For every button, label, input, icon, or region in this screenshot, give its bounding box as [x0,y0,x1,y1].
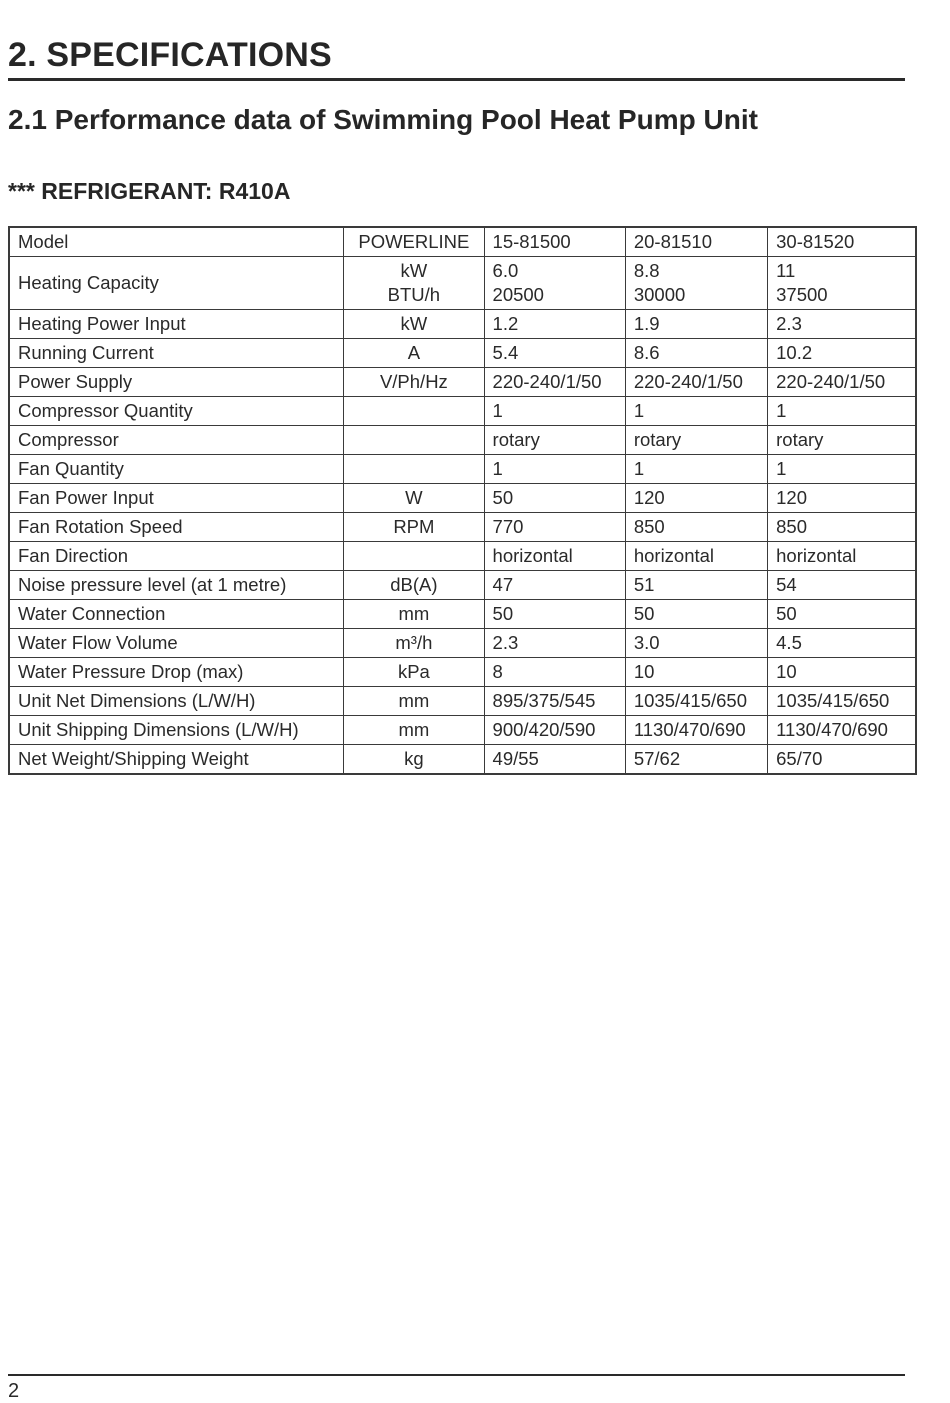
row-value [484,397,625,426]
value-text: 1130/470/690 [776,719,888,740]
value-text: 850 [776,516,808,537]
row-unit [344,484,484,513]
table-row [9,658,916,687]
value-text: 49/55 [492,748,539,769]
value-text: 15-81500 [492,231,571,252]
row-unit [344,542,484,571]
row-unit [344,257,484,310]
value-text: 1130/470/690 [633,719,746,740]
row-label: Fan Quantity [9,455,344,484]
value-text: 20500 [492,284,544,305]
row-value [484,310,625,339]
row-value [768,629,916,658]
refrigerant-note: *** REFRIGERANT: R410A [8,178,291,204]
unit-text: kg [404,748,424,769]
value-text: 4.5 [776,632,802,653]
table-row [9,716,916,745]
row-label: Heating Capacity [9,257,344,310]
value-text: 30-81520 [776,231,855,252]
value-text: 8.6 [633,342,660,363]
row-value [768,513,916,542]
row-value [484,484,625,513]
value-text: 895/375/545 [492,690,596,711]
value-text: 2.3 [776,313,802,334]
row-value [625,745,767,775]
row-label: Fan Rotation Speed [9,513,344,542]
row-value [768,542,916,571]
table-row [9,745,916,775]
value-text: 1 [492,400,503,421]
value-text: rotary [776,429,824,450]
row-unit [344,397,484,426]
unit-text: mm [398,603,430,624]
row-value [625,658,767,687]
row-value [484,629,625,658]
value-text: 1035/415/650 [633,690,747,711]
row-value [484,257,625,310]
value-text: 1035/415/650 [776,690,890,711]
row-value [625,687,767,716]
value-text: 57/62 [633,748,681,769]
subsection-title: 2.1 Performance data of Swimming Pool Heat Pump Unit [8,104,758,135]
unit-text: kPa [397,661,430,682]
row-value [484,745,625,775]
table-row [9,687,916,716]
unit-text: kW [400,260,428,281]
row-label: Net Weight/Shipping Weight [9,745,344,775]
row-value [768,455,916,484]
value-text: 220-240/1/50 [776,371,886,392]
row-label: Water Flow Volume [9,629,344,658]
row-unit [344,513,484,542]
row-unit [344,658,484,687]
value-text: 10.2 [776,342,813,363]
value-text: 8.8 [633,260,660,281]
value-text: 65/70 [776,748,823,769]
row-value [625,227,767,257]
table-row [9,426,916,455]
value-text: 30000 [633,284,686,305]
table-row [9,600,916,629]
row-label: Unit Net Dimensions (L/W/H) [9,687,344,716]
value-text: 8 [492,661,503,682]
table-row [9,257,916,310]
table-row [9,455,916,484]
row-value [768,227,916,257]
value-text: 850 [633,516,665,537]
row-value [484,571,625,600]
unit-text: A [407,342,421,363]
unit-text: kW [400,313,428,334]
row-value [768,484,916,513]
row-value [768,257,916,310]
value-text: 54 [776,574,797,595]
row-value [625,600,767,629]
row-value [768,600,916,629]
row-unit [344,310,484,339]
value-text: 1 [776,458,787,479]
row-label: Water Connection [9,600,344,629]
row-unit [344,600,484,629]
value-text: 1 [633,458,645,479]
value-text: horizontal [776,545,857,566]
table-row [9,227,916,257]
row-value [625,310,767,339]
row-value [625,571,767,600]
value-text: 2.3 [492,632,519,653]
row-value [768,368,916,397]
row-label: Water Pressure Drop (max) [9,658,344,687]
value-text: 10 [776,661,797,682]
row-unit [344,716,484,745]
row-value [625,426,767,455]
value-text: 1 [492,458,503,479]
unit-text: V/Ph/Hz [379,371,448,392]
row-value [484,227,625,257]
row-value [768,658,916,687]
row-value [484,368,625,397]
value-text: 1.2 [492,313,519,334]
row-value [484,600,625,629]
row-value [625,368,767,397]
value-text: 1 [776,400,787,421]
row-value [768,426,916,455]
row-value [768,310,916,339]
value-text: horizontal [492,545,573,566]
footer-divider [8,1374,905,1376]
value-text: 6.0 [492,260,519,281]
unit-text: mm [398,690,430,711]
value-text: 50 [492,603,514,624]
row-value [768,397,916,426]
row-unit [344,687,484,716]
value-text: 3.0 [633,632,660,653]
row-value [484,426,625,455]
value-text: 120 [633,487,665,508]
table-row [9,310,916,339]
row-value [625,484,767,513]
row-value [484,716,625,745]
unit-text: POWERLINE [358,231,470,252]
value-text: 5.4 [492,342,519,363]
value-text: horizontal [633,545,715,566]
unit-text: dB(A) [390,574,438,595]
value-text: 220-240/1/50 [633,371,743,392]
row-value [484,339,625,368]
table-row [9,339,916,368]
row-value [484,513,625,542]
row-value [625,257,767,310]
value-text: 11 [776,260,796,281]
row-unit [344,745,484,775]
row-value [768,339,916,368]
row-value [625,339,767,368]
value-text: 50 [776,603,797,624]
row-label: Noise pressure level (at 1 metre) [9,571,344,600]
row-value [625,455,767,484]
unit-text: mm [398,719,430,740]
unit-text: RPM [393,516,435,537]
row-unit [344,227,484,257]
table-row [9,629,916,658]
unit-text: m³/h [395,632,433,653]
section-divider [8,78,905,81]
row-unit [344,426,484,455]
value-text: rotary [633,429,682,450]
value-text: 37500 [776,284,828,305]
row-unit [344,368,484,397]
value-text: 220-240/1/50 [492,371,602,392]
value-text: 50 [633,603,655,624]
unit-text: W [405,487,423,508]
table-row [9,397,916,426]
value-text: 20-81510 [633,231,713,252]
row-label: Compressor Quantity [9,397,344,426]
row-value [484,455,625,484]
value-text: 50 [492,487,514,508]
row-value [484,658,625,687]
table-row [9,542,916,571]
table-row [9,571,916,600]
row-label: Fan Direction [9,542,344,571]
row-unit [344,339,484,368]
row-value [625,542,767,571]
row-label: Fan Power Input [9,484,344,513]
row-unit [344,571,484,600]
value-text: 1 [633,400,645,421]
specifications-table-body [9,227,916,774]
row-unit [344,455,484,484]
row-value [625,513,767,542]
row-value [625,716,767,745]
value-text: 10 [633,661,655,682]
row-label: Running Current [9,339,344,368]
table-row [9,368,916,397]
unit-text: BTU/h [387,284,441,305]
row-unit [344,629,484,658]
row-value [484,542,625,571]
page-number: 2 [8,1380,20,1402]
value-text: 770 [492,516,524,537]
specifications-table [8,226,917,775]
row-label: Heating Power Input [9,310,344,339]
table-row [9,484,916,513]
row-value [625,629,767,658]
value-text: 1.9 [633,313,660,334]
row-value [768,745,916,775]
value-text: rotary [492,429,540,450]
value-text: 120 [776,487,808,508]
value-text: 51 [633,574,655,595]
row-label: Unit Shipping Dimensions (L/W/H) [9,716,344,745]
row-value [625,397,767,426]
row-label: Model [9,227,344,257]
section-title: 2. SPECIFICATIONS [8,36,332,74]
value-text: 47 [492,574,514,595]
row-value [484,687,625,716]
row-value [768,687,916,716]
row-value [768,571,916,600]
row-label: Power Supply [9,368,344,397]
row-value [768,716,916,745]
table-row [9,513,916,542]
row-label: Compressor [9,426,344,455]
value-text: 900/420/590 [492,719,596,740]
